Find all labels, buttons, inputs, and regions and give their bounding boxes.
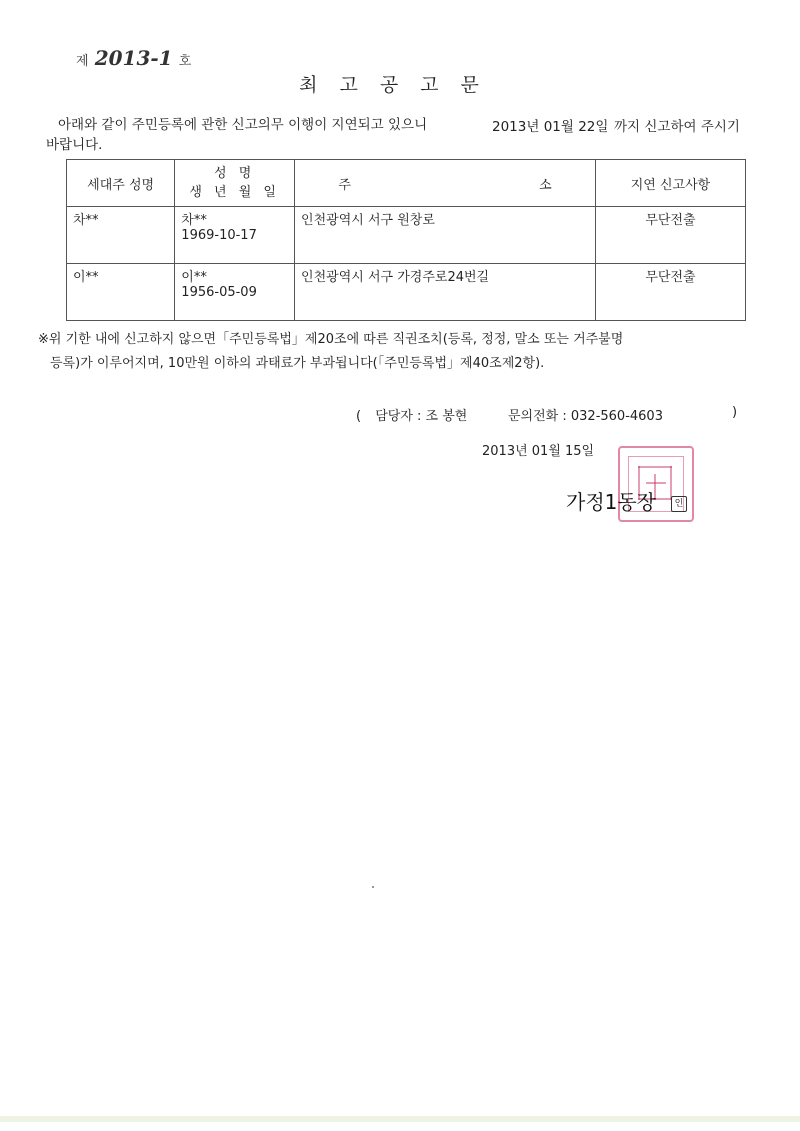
- header-address: [295, 160, 596, 207]
- cell-birth: 1969-10-17: [181, 228, 257, 243]
- intro-line-1: 아래와 같이 주민등록에 관한 신고의무 이행이 지연되고 있으니: [58, 117, 428, 133]
- contact-manager: 담당자 : 조 봉현: [375, 409, 468, 424]
- contact-close-paren: ): [732, 405, 738, 420]
- document-number: [76, 46, 191, 70]
- table-row: [67, 264, 746, 321]
- header-address-right: 소: [539, 177, 552, 193]
- intro-line-2: 바랍니다.: [46, 137, 103, 153]
- contact-line: [356, 405, 738, 424]
- header-householder: 세대주 성명: [67, 160, 175, 207]
- doc-number-suffix: 호: [178, 54, 192, 69]
- cell-address: 인천광역시 서구 원창로: [295, 207, 596, 264]
- cell-name-birth: [175, 264, 295, 321]
- doc-number-handwritten: 2013-1: [94, 46, 173, 70]
- doc-number-prefix: 제: [76, 54, 89, 69]
- table-row: [67, 207, 746, 264]
- page-title: 최고공고문: [299, 74, 501, 96]
- cell-name-birth: [175, 207, 295, 264]
- table-header-row: [67, 160, 746, 207]
- cell-householder: 이**: [67, 264, 175, 321]
- scan-edge-strip: [0, 1116, 800, 1122]
- seal-mark: 인: [671, 496, 687, 512]
- cell-delayed: 무단전출: [596, 207, 746, 264]
- cell-address: 인천광역시 서구 가경주로24번길: [295, 264, 596, 321]
- contact-open-paren: (: [356, 409, 362, 424]
- cell-delayed: 무단전출: [596, 264, 746, 321]
- header-birth: 생 년 월 일: [189, 185, 280, 200]
- intro-deadline: 2013년 01월 22일: [492, 119, 609, 135]
- header-delayed: 지연 신고사항: [596, 160, 746, 207]
- notice-line-1: ※위 기한 내에 신고하지 않으면「주민등록법」제20조에 따른 직권조치(등록, 정정, 말소 또는 거주불명: [38, 332, 624, 347]
- header-name: 성 명: [214, 166, 256, 181]
- scan-speck: [372, 886, 374, 888]
- header-address-left: 주: [338, 177, 351, 193]
- notice-line-2: 등록)가 이루어지며, 10만원 이하의 과태료가 부과됩니다(「주민등록법」제40조제2항).: [50, 356, 545, 371]
- cell-name: 이**: [181, 270, 207, 285]
- contact-phone: 문의전화 : 032-560-4603: [508, 409, 663, 424]
- cell-birth: 1956-05-09: [181, 285, 257, 300]
- issue-date: 2013년 01월 15일: [482, 444, 595, 459]
- intro-line-1-rest: 까지 신고하여 주시기: [614, 119, 740, 135]
- cell-householder: 차**: [67, 207, 175, 264]
- cell-name: 차**: [181, 213, 207, 228]
- issuer-name: 가정1동장: [566, 490, 657, 514]
- header-name-birth: [175, 160, 295, 207]
- delinquent-table: [66, 159, 746, 321]
